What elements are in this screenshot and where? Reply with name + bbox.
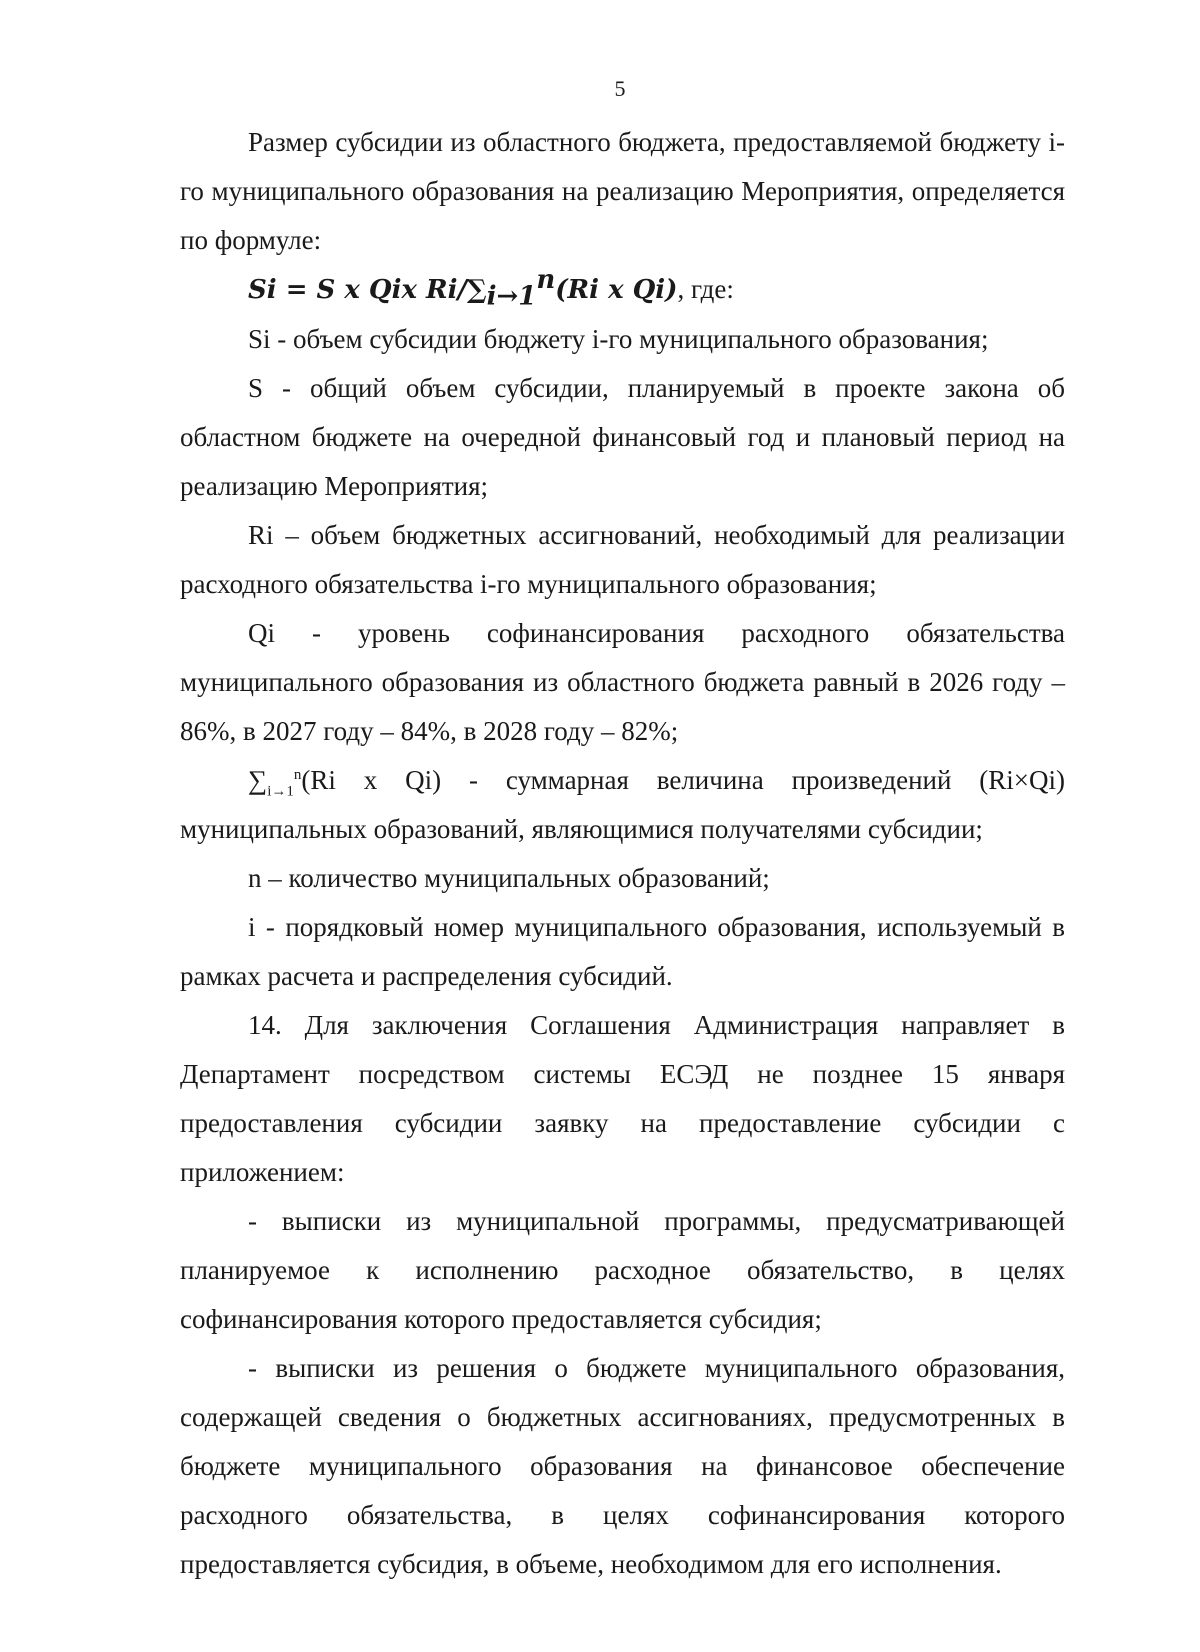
paragraph-subsidy-size: Размер субсидии из областного бюджета, предоставляемой бюджету i-го муниципального образования на реализацию Мероприятия, определяется по формуле: [180, 127, 1065, 255]
document-body [180, 118, 1065, 1589]
formula-line [180, 265, 1065, 315]
paragraph-ri: Ri – объем бюджетных ассигнований, необходимый для реализации расходного обязательства i-го муниципального образования; [180, 520, 1065, 599]
formula-main: Si = S x Qix Ri/ [248, 275, 467, 305]
list-item-budget-extract: - выписки из решения о бюджете муниципального образования, содержащей сведения о бюджетных ассигнованиях, предусмотренных в бюджете муниципального образования на финансовое обеспечение расходного обязательства, в целях софинансирования которого предоставляется субсидия, в объеме, необходимом для его исполнения. [180, 1353, 1065, 1579]
paragraph-qi: Qi - уровень софинансирования расходного обязательства муниципального образования из областного бюджета равный в 2026 году – 86%, в 2027 году – 84%, в 2028 году – 82%; [180, 618, 1065, 746]
paragraph-i: i - порядковый номер муниципального образования, используемый в рамках расчета и распределения субсидий. [180, 912, 1065, 991]
paragraph-si: Si - объем субсидии бюджету i-го муниципального образования; [248, 324, 989, 354]
sum-description: (Ri x Qi) - суммарная величина произведений (Ri×Qi) муниципальных образований, являющимися получателями субсидии; [180, 765, 1065, 844]
formula-tail: , где: [677, 274, 734, 304]
formula-paren: (Ri x Qi) [555, 275, 678, 305]
sum-sign: ∑ [248, 765, 268, 795]
formula-sum-upper: n [536, 265, 556, 295]
page-number: 5 [614, 76, 626, 101]
sum-upper: n [293, 767, 302, 783]
paragraph-n: n – количество муниципальных образований; [248, 863, 770, 893]
paragraph-sum [180, 756, 1065, 854]
formula-sum-lower: i→1 [486, 281, 537, 312]
sum-sign: ∑ [466, 275, 487, 305]
paragraph-s: S - общий объем субсидии, планируемый в проекте закона об областном бюджете на очередной финансовый год и плановый период на реализацию Мероприятия; [180, 373, 1065, 501]
sum-lower: i→1 [267, 783, 294, 800]
list-item-program-extract: - выписки из муниципальной программы, предусматривающей планируемое к исполнению расходное обязательство, в целях софинансирования которого предоставляется субсидия; [180, 1206, 1065, 1334]
paragraph-14: 14. Для заключения Соглашения Администрация направляет в Департамент посредством системы ЕСЭД не позднее 15 января предоставления субсидии заявку на предоставление субсидии с приложением: [180, 1010, 1065, 1187]
